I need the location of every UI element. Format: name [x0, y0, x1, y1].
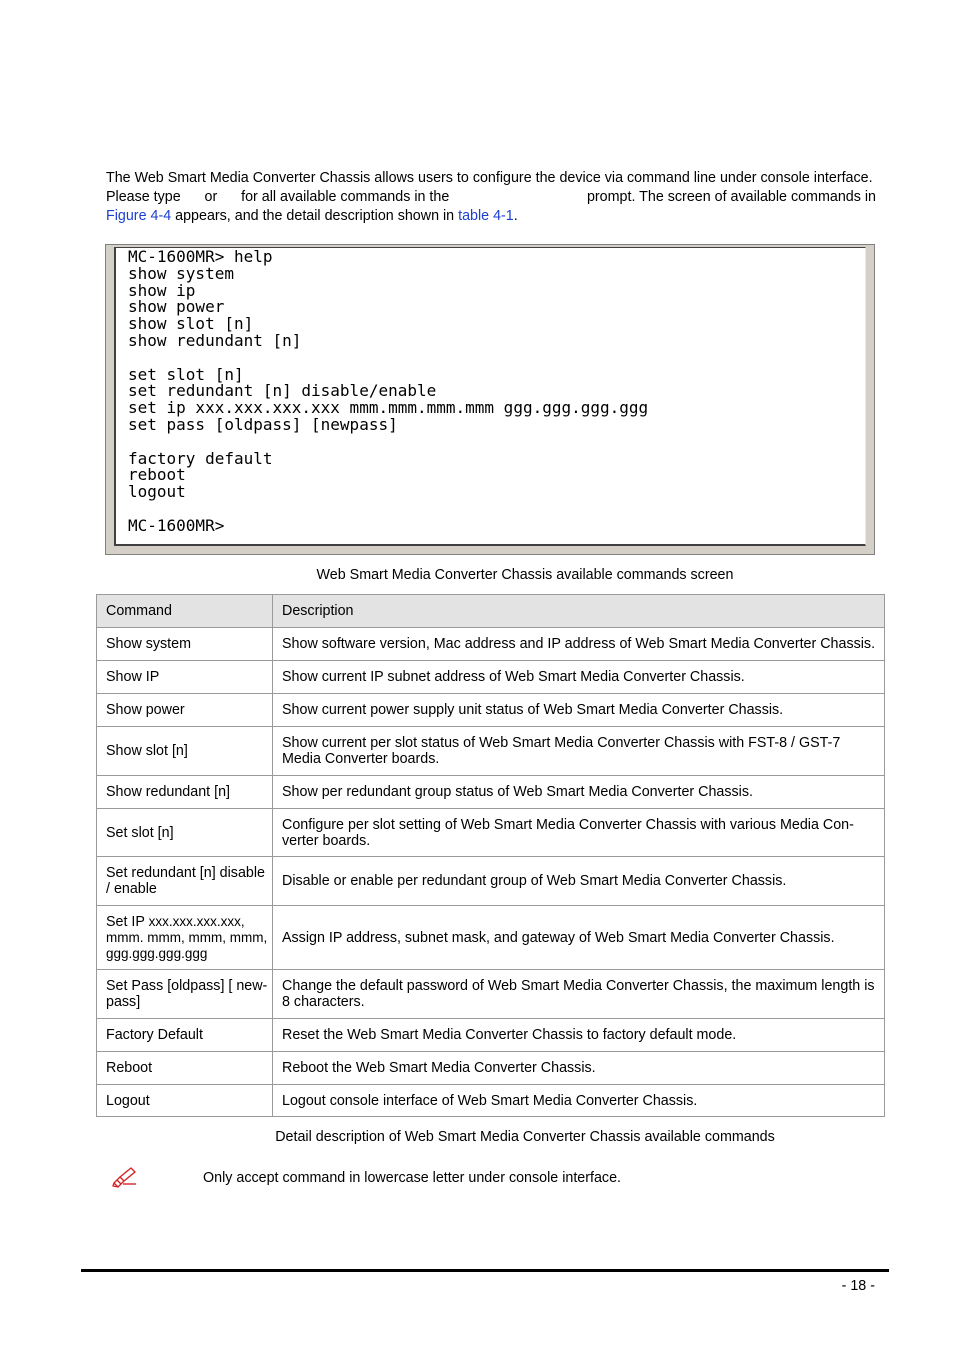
description-cell: Configure per slot setting of Web Smart Media Converter Chassis with various Media Con-verter boards. [273, 809, 885, 857]
table-row [97, 1085, 885, 1117]
console-line: MC-1600MR> help [128, 247, 273, 266]
table-caption: Detail description of Web Smart Media Converter Chassis available commands [275, 1129, 775, 1145]
table-row [97, 970, 885, 1019]
description-cell: Show current IP subnet address of Web Smart Media Converter Chassis. [273, 661, 885, 694]
table-row [97, 776, 885, 809]
intro-text: prompt. The screen of available commands in [586, 189, 876, 205]
command-cell: Set Pass [oldpass] [ new-pass] [97, 970, 273, 1019]
table-link[interactable]: table 4-1 [458, 208, 514, 224]
description-cell: Assign IP address, subnet mask, and gateway of Web Smart Media Converter Chassis. [273, 906, 885, 970]
command-cell: Reboot [97, 1052, 273, 1085]
header-command: Command [97, 595, 273, 628]
note-text: Only accept command in lowercase letter under console interface. [203, 1170, 621, 1186]
console-screenshot [105, 244, 875, 555]
intro-paragraph [106, 169, 876, 226]
console-line: show power [128, 297, 225, 317]
command-cell: Show system [97, 628, 273, 661]
console-line: MC-1600MR> [128, 515, 225, 535]
command-cell: Show slot [n] [97, 727, 273, 776]
console-line: show system [128, 263, 234, 283]
figure-link[interactable]: Figure 4-4 [106, 208, 172, 224]
table-row [97, 694, 885, 727]
table-header-row [97, 595, 885, 628]
command-cell: Show power [97, 694, 273, 727]
intro-line-3 [106, 207, 876, 226]
console-line: show slot [n] [128, 314, 254, 334]
commands-table [96, 594, 885, 1117]
figure-caption: Web Smart Media Converter Chassis available commands screen [316, 567, 734, 583]
description-cell: Change the default password of Web Smart Media Converter Chassis, the maximum length is 8 characters. [273, 970, 885, 1019]
console-line: factory default [128, 448, 273, 468]
command-text: Set IP [106, 913, 149, 930]
table-row [97, 1019, 885, 1052]
intro-gap [473, 188, 563, 207]
intro-line-2 [106, 188, 876, 207]
console-line: set slot [n] [128, 364, 244, 384]
table-row [97, 809, 885, 857]
intro-text: or [204, 189, 218, 205]
intro-text: The Web Smart Media Converter Chassis allows users to configure the device via command line under console interface. [106, 170, 873, 186]
description-cell: Disable or enable per redundant group of Web Smart Media Converter Chassis. [273, 857, 885, 906]
command-cell [97, 906, 273, 970]
pencil-note-icon [111, 1164, 139, 1188]
table-row [97, 727, 885, 776]
description-cell: Reboot the Web Smart Media Converter Chassis. [273, 1052, 885, 1085]
description-cell: Logout console interface of Web Smart Media Converter Chassis. [273, 1085, 885, 1117]
description-cell: Reset the Web Smart Media Converter Chassis to factory default mode. [273, 1019, 885, 1052]
command-cell: Logout [97, 1085, 273, 1117]
intro-text: for all available commands in the [241, 189, 450, 205]
command-args: xxx.xxx.xxx.xxx, mmm. mmm, mmm, mmm, ggg.ggg.ggg.ggg [106, 913, 268, 961]
table-row [97, 628, 885, 661]
console-line [128, 501, 865, 518]
console-line: show redundant [n] [128, 330, 302, 350]
intro-text: . [513, 208, 518, 224]
command-cell: Show redundant [n] [97, 776, 273, 809]
description-cell: Show current power supply unit status of Web Smart Media Converter Chassis. [273, 694, 885, 727]
header-description: Description [273, 595, 885, 628]
command-cell: Set redundant [n] disable / enable [97, 857, 273, 906]
table-row [97, 661, 885, 694]
table-row [97, 857, 885, 906]
command-cell: Set slot [n] [97, 809, 273, 857]
description-cell: Show per redundant group status of Web Smart Media Converter Chassis. [273, 776, 885, 809]
command-cell: Factory Default [97, 1019, 273, 1052]
intro-text: appears, and the detail description shown in [171, 208, 459, 224]
console-line: reboot [128, 465, 186, 485]
console-text-area [114, 247, 866, 546]
description-cell: Show current per slot status of Web Smart Media Converter Chassis with FST-8 / GST-7 Media Converter boards. [273, 727, 885, 776]
intro-text: Please type [106, 189, 181, 205]
description-cell: Show software version, Mac address and IP address of Web Smart Media Converter Chassis. [273, 628, 885, 661]
table-row [97, 1052, 885, 1085]
table-row [97, 906, 885, 970]
command-cell: Show IP [97, 661, 273, 694]
page-number: - 18 - [841, 1278, 875, 1294]
console-line: show ip [128, 280, 196, 300]
intro-line-1 [106, 169, 876, 188]
console-line: logout [128, 482, 186, 502]
console-line: set ip xxx.xxx.xxx.xxx mmm.mmm.mmm.mmm ggg.ggg.ggg.ggg [128, 398, 649, 418]
footer-rule [81, 1269, 889, 1272]
console-line: set pass [oldpass] [newpass] [128, 414, 398, 434]
console-line: set redundant [n] disable/enable [128, 381, 437, 401]
